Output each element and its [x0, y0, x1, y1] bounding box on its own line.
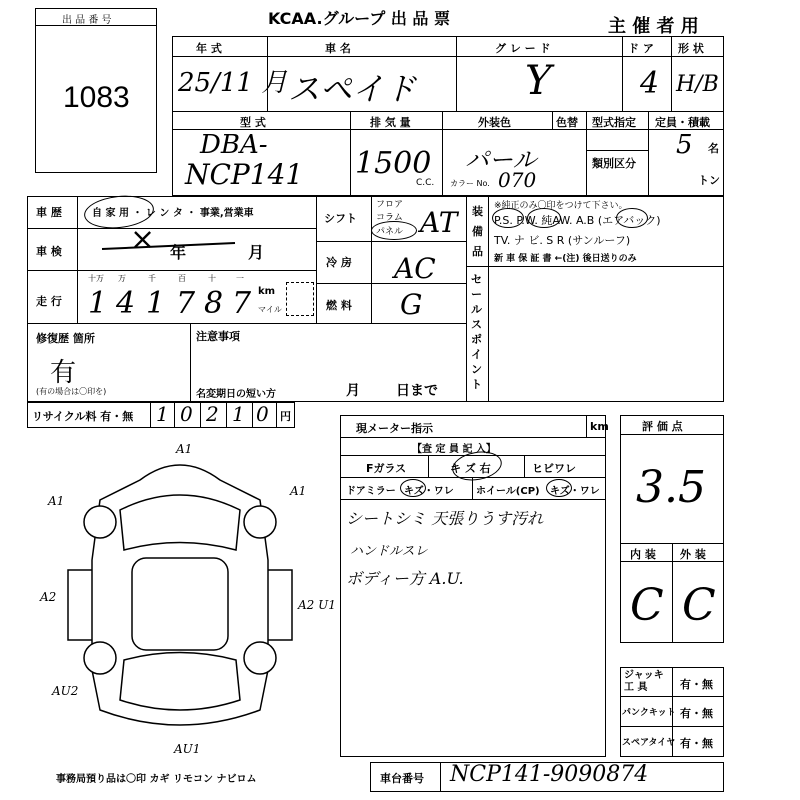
shift-column: コラム — [376, 213, 403, 223]
shift-floor: フロア — [376, 200, 404, 210]
mileage-digit-1: 4 — [116, 286, 136, 321]
spare-yes-no: 有・無 — [680, 737, 713, 750]
score-label: 評 価 点 — [642, 420, 683, 433]
notes-label: 注意事項 — [196, 330, 240, 343]
wheel-scratch-circle — [546, 479, 572, 497]
ac-value: AC — [394, 252, 436, 285]
mileage-digit-4: 8 — [204, 286, 224, 321]
lot-number-box — [35, 8, 157, 173]
lot-number-label: 出 品 番 号 — [62, 15, 112, 26]
history-label: 車 歴 — [36, 206, 62, 219]
pw-circle — [527, 208, 561, 228]
name-change-day: 日まで — [396, 383, 438, 399]
yen-unit: 円 — [280, 410, 291, 423]
mileage-digit-5: 7 — [232, 286, 252, 321]
equipment-line2: TV. ナ ビ. S R (サンルーフ) — [494, 234, 631, 247]
jack-yes-no: 有・無 — [680, 678, 713, 691]
exterior-grade: C — [682, 580, 716, 631]
shape-label: 形 状 — [678, 42, 704, 55]
category-label: 類別区分 — [592, 157, 636, 170]
grade-value: Y — [525, 58, 552, 104]
door-mirror-label: ドアミラー — [346, 486, 396, 497]
fuel-value: G — [400, 288, 423, 321]
shift-panel-circle — [371, 221, 417, 240]
recycle-digit-1: 0 — [180, 402, 193, 426]
lot-number: 1083 — [63, 81, 130, 114]
model-label: 型 式 — [240, 116, 266, 129]
inspection-status: × — [130, 222, 156, 257]
diagram-mark-top-left: A1 — [48, 494, 65, 508]
inspection-month-unit: 月 — [248, 243, 265, 262]
ac-label: 冷 房 — [326, 256, 352, 269]
grade-label: グ レ ー ド — [495, 42, 551, 55]
mileage-digit-0: 1 — [88, 286, 108, 321]
equipment-note: ※純正のみ〇印をつけて下さい。 — [494, 201, 628, 211]
chassis-number: NCP141-9090874 — [450, 762, 649, 787]
recycle-digit-2: 2 — [206, 402, 219, 426]
interior-grade: C — [630, 580, 664, 631]
displacement-value: 1500 — [355, 146, 432, 181]
door-label: ド ア — [628, 42, 654, 55]
mirror-scratch-circle — [400, 479, 426, 497]
doors-value: 4 — [640, 66, 660, 101]
equipment-line1: P.S. P.W. 純AW. A.B (エアバック) — [494, 214, 661, 227]
exterior-color-value: パール — [465, 146, 537, 174]
exterior-label: 外 装 — [680, 548, 706, 561]
capacity-value: 5 — [676, 130, 693, 160]
equipment-line3: 新 車 保 証 書 ←(注) 後日送りのみ — [494, 254, 637, 264]
recycle-digit-0: 1 — [156, 402, 169, 426]
km-unit: km — [258, 286, 276, 297]
name-change-month: 月 — [346, 383, 360, 399]
fuel-label: 燃 料 — [326, 299, 352, 312]
repair-note: (有の場合は〇印を) — [36, 387, 107, 396]
current-meter-label: 現メーター指示 — [356, 422, 433, 435]
inspection-label: 車 検 — [36, 245, 62, 258]
recycle-digit-3: 1 — [232, 402, 245, 426]
color-code-value: 070 — [498, 168, 537, 192]
shift-panel: パネル — [376, 227, 404, 237]
meter-km-unit: km — [590, 420, 609, 433]
diagram-mark-bottom: AU1 — [174, 742, 201, 756]
interior-label: 内 装 — [630, 548, 656, 561]
model-line2: NCP141 — [185, 158, 304, 191]
mileage-digit-unit-1: 万 — [118, 274, 126, 283]
year-value: 25/11 月 — [178, 68, 288, 98]
diagram-mark-top: A1 — [176, 442, 193, 456]
recycle-label: リサイクル料 有・無 — [32, 410, 134, 423]
puncture-kit-label: パンクキット — [622, 708, 676, 718]
color-no-label: カラー No. — [450, 179, 490, 188]
mile-unit: マイル — [258, 305, 282, 314]
ton-unit: トン — [698, 174, 720, 187]
sponsor-label: 主 催 者 用 — [608, 16, 699, 37]
name-change-label: 名変期日の短い方 — [196, 389, 276, 400]
diagram-mark-left-side: A2 — [40, 590, 57, 604]
displacement-label: 排 気 量 — [370, 116, 411, 129]
inspector-note-2: ハンドルスレ — [350, 544, 428, 559]
type-designation-label: 型式指定 — [592, 116, 636, 129]
office-custody-label: 事務局預り品は〇印 カギ リモコン ナビロム — [56, 774, 257, 785]
cc-unit: C.C. — [416, 178, 435, 188]
mile-checkbox — [286, 282, 314, 316]
ab-circle — [616, 208, 648, 228]
chip-label: キ ズ 右 — [450, 462, 491, 475]
car-name-label: 車 名 — [325, 42, 351, 55]
mileage-digit-unit-5: 一 — [236, 274, 244, 283]
color-change-label: 色替 — [556, 116, 578, 129]
sales-point-label: セールスポイント — [471, 273, 482, 391]
ps-circle — [492, 208, 524, 228]
mileage-digit-unit-3: 百 — [178, 274, 186, 283]
crack-label: ヒビワレ — [532, 462, 576, 475]
capacity-label: 定員・積載 — [655, 116, 710, 129]
mileage-digit-2: 1 — [146, 286, 166, 321]
chassis-label: 車台番号 — [380, 772, 424, 785]
repair-history-label: 修復歴 箇所 — [36, 332, 95, 345]
inspection-strike-line — [100, 235, 240, 255]
shape-value: H/B — [676, 72, 719, 97]
puncture-yes-no: 有・無 — [680, 707, 713, 720]
mileage-label: 走 行 — [36, 295, 62, 308]
recycle-digit-4: 0 — [256, 402, 269, 426]
mileage-digit-unit-0: 十万 — [88, 274, 104, 283]
inspector-note-3: ボディー方 A.U. — [346, 569, 464, 588]
shift-label: シフト — [324, 212, 357, 225]
diagram-mark-bottom-left: AU2 — [52, 684, 79, 698]
group-title: KCAA.グループ 出 品 票 — [268, 9, 450, 28]
history-options: 自 家 用 ・ レ ン タ ・ 事業,営業車 — [92, 208, 254, 219]
diagram-mark-top-right: A1 — [290, 484, 307, 498]
inspector-note-1: シートシミ 天張りうす汚れ — [346, 509, 544, 528]
car-name-value: スペイド — [288, 70, 417, 108]
score-value: 3.5 — [636, 462, 706, 513]
exterior-color-label: 外装色 — [478, 116, 511, 129]
diagram-mark-right-side: A2 U1 — [298, 598, 336, 612]
mileage-digit-unit-2: 千 — [148, 274, 156, 283]
mileage-digit-3: 7 — [176, 286, 196, 321]
spare-tire-label: スペアタイヤ — [622, 738, 676, 748]
mileage-digit-unit-4: 十 — [208, 274, 216, 283]
inspection-year-unit: 年 — [170, 243, 187, 262]
wheel-options: キズ・ワレ — [550, 486, 600, 497]
inspector-entry-label: 【査 定 員 記 入】 — [412, 444, 496, 455]
wheel-label: ホイール(CP) — [476, 486, 540, 497]
mirror-options: キズ・ワレ — [404, 486, 454, 497]
people-unit: 名 — [708, 142, 719, 155]
jack-label: ジャッキ 工 具 — [624, 670, 664, 693]
year-label: 年 式 — [196, 42, 222, 55]
equipment-label: 装 備 品 — [472, 205, 483, 258]
model-line1: DBA- — [200, 130, 268, 160]
repair-value: 有 — [50, 358, 77, 388]
shift-value: AT — [420, 206, 458, 239]
f-glass-label: Fガラス — [366, 462, 407, 475]
